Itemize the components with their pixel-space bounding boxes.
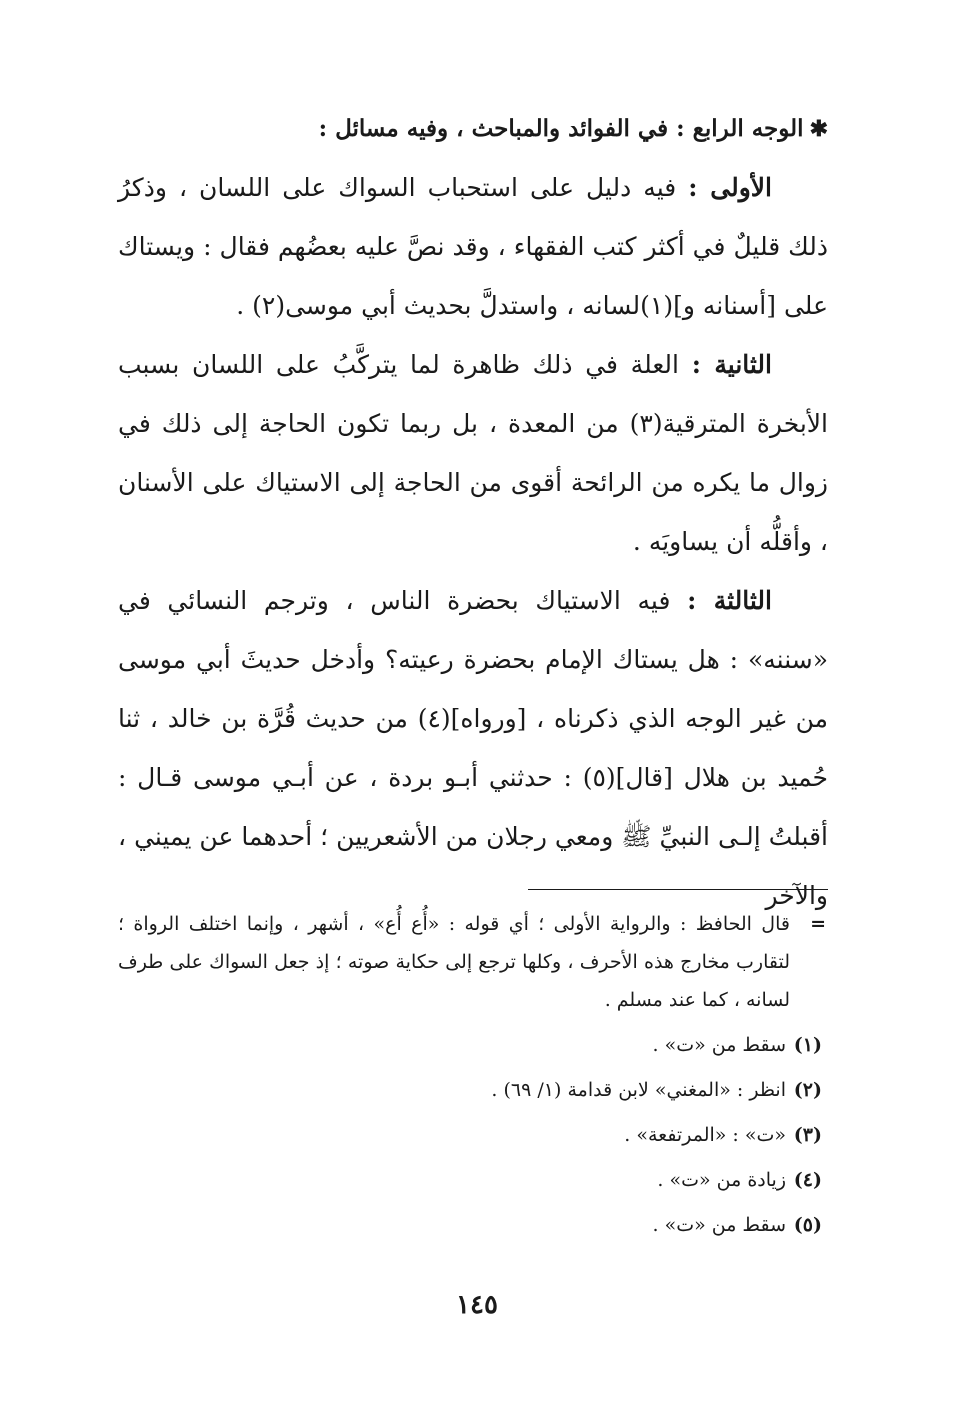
footnote-number: (٢) [793,1079,822,1101]
paragraph-label: الثالثة : [687,586,772,615]
footnote-continuation-text: قال الحافظ : والرواية الأولى ؛ أي قوله : «أُع أُع» ، أشهر ، وإنما اختلف الرواة ؛ لتقارب مخارج هذه الأحرف ، وكلها ترجع إلى حكاية صوته ؛ إذ جعل السواك على طرف لسانه ، كما عند مسلم . [118,913,790,1011]
footnote-text: انظر : «المغني» لابن قدامة (١/ ٦٩) . [491,1079,786,1101]
footnote-number: (٥) [793,1214,822,1236]
footnote-text: سقط من «ت» . [652,1034,786,1056]
footnote-text: سقط من «ت» . [652,1214,786,1236]
page-number: ١٤٥ [456,1290,498,1320]
footnote-number: (٤) [793,1169,822,1191]
paragraph-text: فيه دليل على استحباب السواك على اللسان ، وذكرُ ذلك قليلٌ في أكثر كتب الفقهاء ، وقد نصَّ عليه بعضُهم فقال : ويستاك على [أسنانه و](١)لسانه ، واستدلَّ بحديث أبي موسى(٢) . [118,173,828,320]
star-marker-icon: ✱ [809,116,828,142]
paragraph-text: فيه الاستياك بحضرة الناس ، وترجم النسائي في «سننه» : هل يستاك الإمام بحضرة رعيته؟ وأدخل حديثَ أبي موسى من غير الوجه الذي ذكرناه ، [ورواه](٤) من حديث قُرَّة بن خالد ، ثنا حُميد بن هلال [قال](٥) : حدثني أبـو بردة ، عن أبـي موسى قـال : أقبلتُ إلـى النبيِّ ﷺ ومعي رجلان من الأشعريين ؛ أحدهما عن يميني ، والآخر [118,586,828,910]
paragraph-text: العلة في ذلك ظاهرة لما يتركَّبُ على اللسان بسبب الأبخرة المترقية(٣) من المعدة ، بل ربما تكون الحاجة إلى ذلك في زوال ما يكره من الرائحة أقوى من الحاجة إلى الاستياك على الأسنان ، وأقلُّه أن يساويَه . [118,350,828,556]
footnote-text: «ت» : «المرتفعة» . [624,1124,786,1146]
footnote-continuation [118,905,828,1019]
paragraph-label: الثانية : [691,350,772,379]
footnote-item [118,1158,828,1203]
footnote-item [118,1113,828,1158]
paragraph-second [118,335,828,571]
footnote-item [118,1203,828,1248]
footnote-number: (٣) [793,1124,822,1146]
paragraph-label: الأولى : [688,173,772,202]
footnote-separator [528,889,828,890]
footnote-number: (١) [793,1034,822,1056]
paragraph-third [118,571,828,925]
continuation-marker: = [810,913,826,935]
footnote-text: زيادة من «ت» . [657,1169,786,1191]
section-heading-text: الوجه الرابع : في الفوائد والمباحث ، وفيه مسائل : [318,115,804,142]
footnote-item [118,1023,828,1068]
paragraph-first [118,158,828,335]
footnote-item [118,1068,828,1113]
section-heading [118,100,828,158]
main-text [118,100,828,925]
footnotes [118,905,828,1248]
